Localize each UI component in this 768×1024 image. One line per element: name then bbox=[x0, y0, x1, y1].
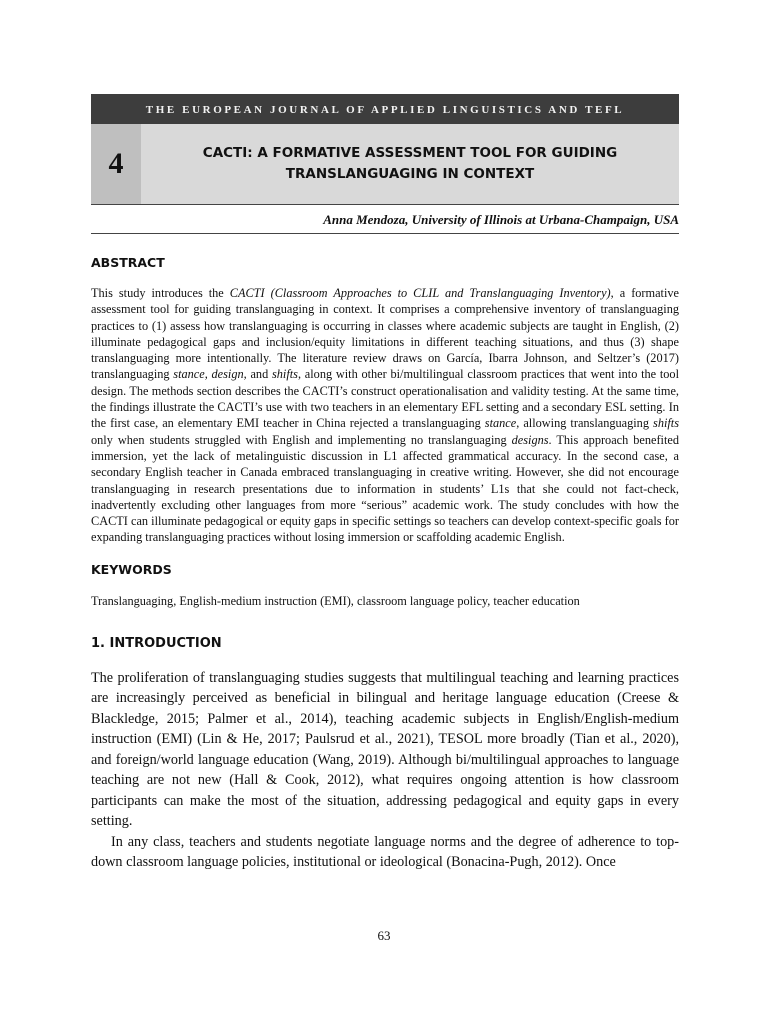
chapter-number: 4 bbox=[91, 124, 141, 204]
keywords-heading: KEYWORDS bbox=[91, 561, 172, 577]
abstract-run: and bbox=[246, 367, 272, 382]
abstract-run: only when students struggled with English and implementing no translanguaging bbox=[91, 432, 512, 447]
abstract-heading: ABSTRACT bbox=[91, 255, 165, 270]
introduction-paragraph-2: In any class, teachers and students negotiate language norms and the degree of adherence to top-down classroom language policies, institutional or ideological (Bonacina-Pugh, 2012). Once bbox=[91, 833, 679, 871]
abstract-run: This study introduces the bbox=[91, 286, 230, 300]
page-content bbox=[91, 94, 679, 873]
abstract-emphasis: stance, design, bbox=[173, 367, 247, 382]
introduction-heading: 1. INTRODUCTION bbox=[91, 635, 222, 651]
abstract-run: , a formative assessment tool for guiding translanguaging in context. It comprises a comprehensive inventory of translanguaging practices to (1) assess how translanguaging is occurring in classes where academic subjects are taught in English, (2) illuminate pedagogical gaps and inclusion/equity limitations in different teaching situations, and thus (3) shape translanguaging more intentionally. The literature review draws on García, Ibarra Johnson, and Seltzer’s (2017) translanguaging bbox=[91, 286, 679, 382]
page-number: 63 bbox=[377, 928, 391, 943]
article-title bbox=[141, 124, 679, 204]
keywords-text: Translanguaging, English-medium instruction (EMI), classroom language policy, teacher education bbox=[91, 593, 580, 608]
abstract-emphasis: shifts bbox=[653, 416, 680, 431]
abstract-emphasis: stance bbox=[484, 416, 517, 431]
abstract-emphasis: CACTI (Classroom Approaches to CLIL and Translanguaging Inventory) bbox=[229, 286, 611, 300]
abstract-emphasis: designs bbox=[511, 432, 549, 447]
abstract-text bbox=[91, 285, 679, 546]
abstract-run: , along with other bi/multilingual classroom practices that went into the tool design. The methods section describes the CACTI’s construct operationalisation and validity testing. At the same time, the findings illustrate the CACTI’s use with two teachers in an elementary EFL setting and a secondary ESL setting. In the first case, an elementary EMI teacher in China rejected a translanguaging bbox=[91, 367, 679, 431]
abstract-run: . This approach benefited immersion, yet the lack of metalinguistic discussion in L1 affected grammatical accuracy. In the second case, a secondary English teacher in Canada embraced translanguaging in creative writing. However, she did not encourage translanguaging in research presentations due to information in students’ L1s that she could not fact-check, inadvertently excluding other languages from more “serious” academic work. The study concludes with how the CACTI can illuminate pedagogical or equity gaps in specific settings so teachers can develop context-specific goals for expanding translanguaging practices without losing immersion or scaffolding academic English. bbox=[91, 432, 679, 545]
journal-title-bar: THE EUROPEAN JOURNAL OF APPLIED LINGUISTICS AND TEFL bbox=[91, 94, 679, 124]
abstract-run: , allowing translanguaging bbox=[516, 416, 654, 431]
title-block bbox=[91, 124, 679, 205]
abstract-emphasis: shifts bbox=[271, 367, 298, 382]
introduction-paragraph-1: The proliferation of translanguaging studies suggests that multilingual teaching and learning practices are increasingly perceived as beneficial in bilingual and heritage language education (Creese & Blackledge, 2015; Palmer et al., 2014), teaching academic subjects in English/English-medium instruction (EMI) (Lin & He, 2017; Paulsrud et al., 2021), TESOL more broadly (Tian et al., 2020), and foreign/world language education (Wang, 2019). Although bi/multilingual approaches to language teaching are not new (Hall & Cook, 2012), what requires ongoing attention is how classroom participants can make the most of the situation, addressing pedagogical and equity gaps in every setting. bbox=[91, 669, 679, 830]
article-title-line1: CACTI: A FORMATIVE ASSESSMENT TOOL FOR GUIDING bbox=[202, 145, 618, 161]
article-title-line2: TRANSLANGUAGING IN CONTEXT bbox=[285, 166, 535, 182]
author-affiliation: Anna Mendoza, University of Illinois at Urbana-Champaign, USA bbox=[91, 205, 679, 234]
